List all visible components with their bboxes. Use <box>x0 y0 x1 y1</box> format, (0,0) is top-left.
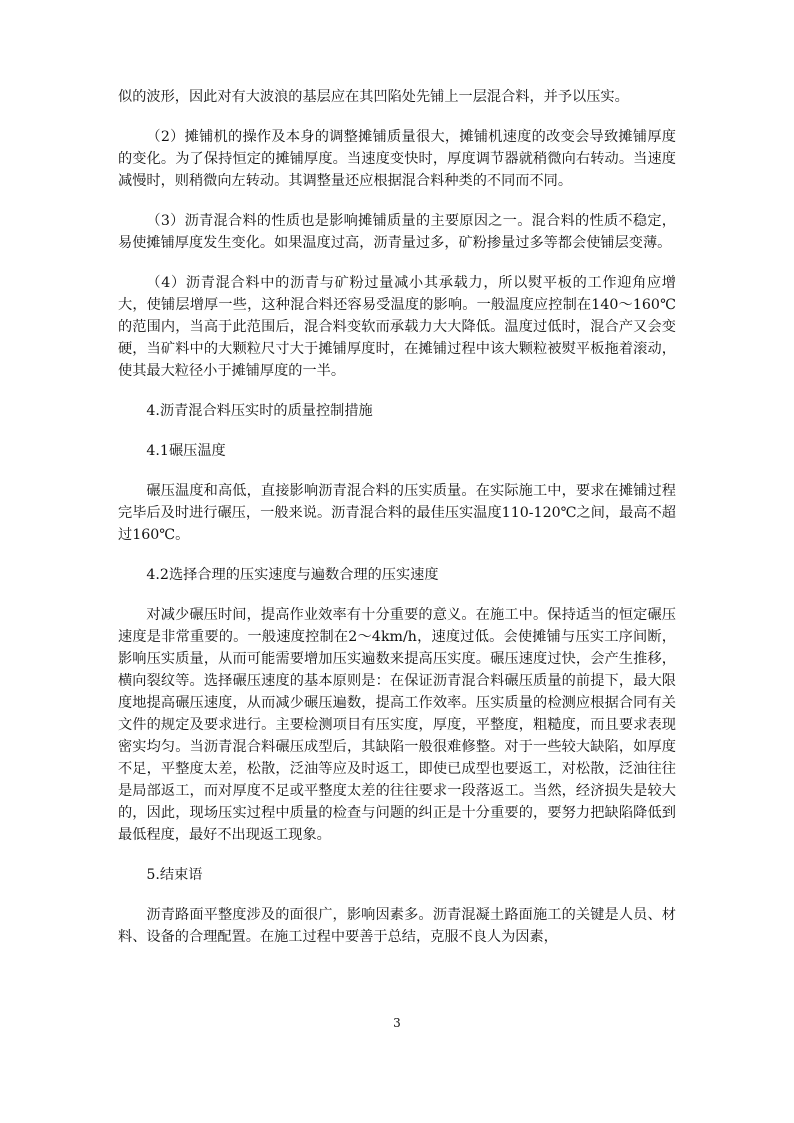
section-heading-compaction: 4.沥青混合料压实时的质量控制措施 <box>146 403 373 419</box>
paragraph-mixture-properties: （3）沥青混合料的性质也是影响摊铺质量的主要原因之一。混合料的性质不稳定，易使摊铺厚度发生变化。如果温度过高，沥青量过多，矿粉掺量过多等都会使铺层变薄。 <box>118 213 676 251</box>
page-number: 3 <box>393 1016 401 1030</box>
section-heading-conclusion: 5.结束语 <box>146 867 203 883</box>
paragraph-compaction-speed: 对减少碾压时间，提高作业效率有十分重要的意义。在施工中。保持适当的恒定碾压速度是非常重要的。一般速度控制在2～4km/h，速度过低。会使摊铺与压实工序间断，影响压实质量，从而可能需要增加压实遍数来提高压实度。碾压速度过快，会产生推移，横向裂纹等。选择碾压速度的基本原则是：在保证沥青混合料碾压质量的前提下，最大限度地提高碾压速度，从而减少碾压遍数，提高工作效率。压实质量的检测应根据合同有关文件的规定及要求进行。主要检测项目有压实度，厚度，平整度，粗糙度，而且要求表现密实均匀。当沥青混合料碾压成型后，其缺陷一般很难修整。对于一些较大缺陷，如厚度不足，平整度太差，松散，泛油等应及时返工，即使已成型也要返工，对松散，泛油往往是局部返工，而对厚度不足或平整度太差的往往要求一段落返工。当然，经济损失是较大的，因此，现场压实过程中质量的检查与问题的纠正是十分重要的，要努力把缺陷降低到最低程度，最好不出现返工现象。 <box>118 607 676 843</box>
paragraph-conclusion: 沥青路面平整度涉及的面很广，影响因素多。沥青混凝土路面施工的关键是人员、材料、设备的合理配置。在施工过程中要善于总结，克服不良人为因素， <box>118 907 676 945</box>
paragraph-continuation: 似的波形，因此对有大波浪的基层应在其凹陷处先铺上一层混合料，并予以压实。 <box>118 89 629 105</box>
paragraph-rolling-temperature: 碾压温度和高低，直接影响沥青混合料的压实质量。在实际施工中，要求在摊铺过程完毕后及时进行碾压，一般来说。沥青混合料的最佳压实温度110-120℃之间，最高不超过160℃。 <box>118 483 676 543</box>
subsection-heading-rolling-temperature: 4.1碾压温度 <box>146 443 226 459</box>
paragraph-paver-operation: （2）摊铺机的操作及本身的调整摊铺质量很大，摊铺机速度的改变会导致摊铺厚度的变化。为了保持恒定的摊铺厚度。当速度变快时，厚度调节器就稍微向右转动。当速度减慢时，则稍微向左转动。其调整量还应根据混合料种类的不同而不同。 <box>118 129 676 189</box>
paragraph-asphalt-mineral: （4）沥青混合料中的沥青与矿粉过量减小其承载力，所以熨平板的工作迎角应增大，使铺层增厚一些，这种混合料还容易受温度的影响。一般温度应控制在140～160℃的范围内，当高于此范围后，混合料变软而承载力大大降低。温度过低时，混合产又会变硬，当矿料中的大颗粒尺寸大于摊铺厚度时，在摊铺过程中该大颗粒被熨平板拖着滚动，使其最大粒径小于摊铺厚度的一半。 <box>118 275 676 379</box>
document-body <box>118 86 676 966</box>
subsection-heading-compaction-speed: 4.2选择合理的压实速度与遍数合理的压实速度 <box>146 567 439 583</box>
